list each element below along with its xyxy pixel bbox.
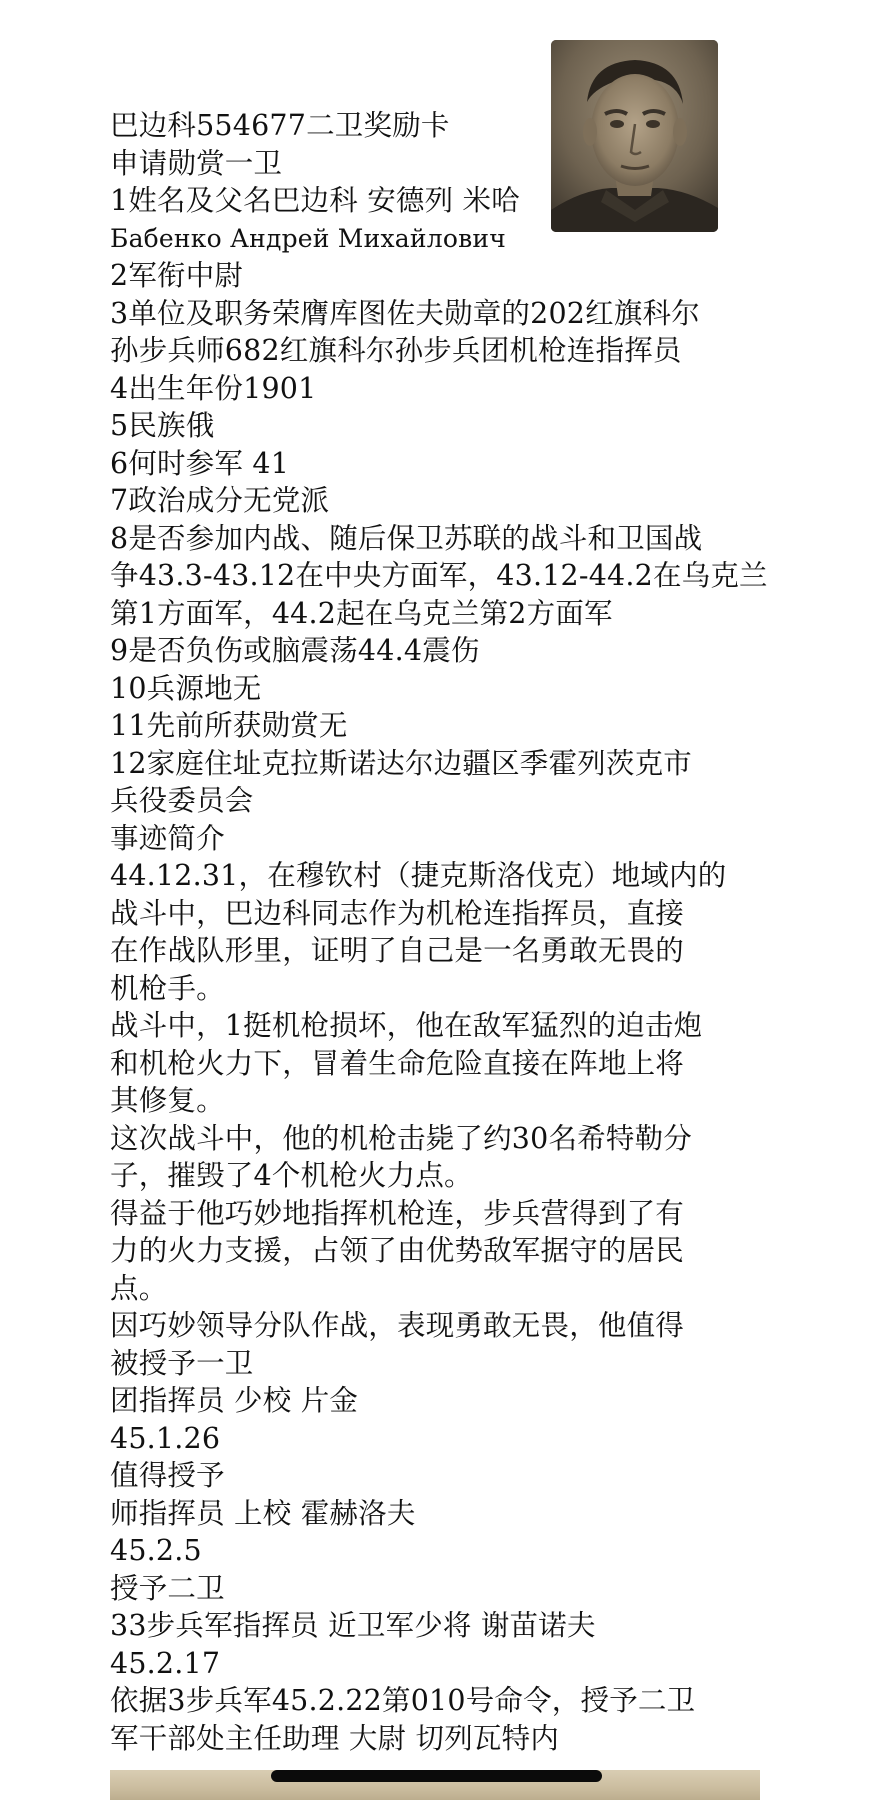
text-line-enlisted: 6何时参军 41 [110, 446, 290, 480]
text-line-order: 依据3步兵军45.2.22第010号命令，授予二卫 [110, 1684, 696, 1717]
text-line-unit-cont: 孙步兵师682红旗科尔孙步兵团机枪连指挥员 [110, 334, 682, 367]
text-line-rank: 2军衔中尉 [110, 259, 244, 292]
text-line-worthy: 值得授予 [110, 1459, 225, 1492]
text-line-date-2: 45.2.5 [110, 1534, 202, 1567]
document-text [110, 107, 770, 1757]
text-line-summary-1: 44.12.31，在穆钦村（捷克斯洛伐克）地域内的 [110, 859, 727, 892]
text-line-name: 1姓名及父名巴边科 安德列 米哈 [110, 184, 520, 217]
text-line-date-3: 45.2.17 [110, 1646, 221, 1680]
text-line-summary-6: 和机枪火力下，冒着生命危险直接在阵地上将 [110, 1046, 685, 1080]
text-line-summary-13: 因巧妙领导分队作战，表现勇敢无畏，他值得 [110, 1309, 685, 1342]
text-line-signatory: 军干部处主任助理 大尉 切列瓦特内 [110, 1721, 560, 1755]
text-line-summary-4: 机枪手。 [110, 971, 225, 1005]
text-line-unit: 3单位及职务荣膺库图佐夫勋章的202红旗科尔 [110, 296, 700, 330]
text-line-corps-commander: 33步兵军指挥员 近卫军少将 谢苗诺夫 [110, 1609, 596, 1642]
text-line-name-russian: Бабенко Андрей Михайлович [110, 223, 506, 253]
text-line-address: 12家庭住址克拉斯诺达尔边疆区季霍列茨克市 [110, 746, 692, 780]
text-line-origin: 10兵源地无 [110, 671, 262, 705]
text-line-summary-2: 战斗中，巴边科同志作为机枪连指挥员，直接 [110, 896, 685, 930]
text-line-summary-14: 被授予一卫 [110, 1346, 254, 1380]
text-line-request: 申请勋赏一卫 [110, 146, 283, 180]
text-line-summary-5: 战斗中，1挺机枪损坏，他在敌军猛烈的迫击炮 [110, 1009, 703, 1042]
text-line-summary-9: 子，摧毁了4个机枪火力点。 [110, 1159, 473, 1192]
text-line-birth-year: 4出生年份1901 [110, 371, 317, 405]
text-line-service-cont-1: 争43.3-43.12在中央方面军，43.12-44.2在乌克兰 [110, 559, 768, 592]
home-indicator[interactable] [271, 1770, 602, 1782]
text-line-summary-3: 在作战队形里，证明了自己是一名勇敢无畏的 [110, 934, 685, 967]
text-line-date-1: 45.1.26 [110, 1421, 221, 1455]
text-line-summary-12: 点。 [110, 1271, 168, 1305]
text-line-summary-heading: 事迹简介 [110, 821, 225, 855]
text-line-summary-11: 力的火力支援，占领了由优势敌军据守的居民 [110, 1234, 685, 1267]
text-line-summary-10: 得益于他巧妙地指挥机枪连，步兵营得到了有 [110, 1196, 685, 1230]
text-line-award-grant: 授予二卫 [110, 1571, 225, 1605]
text-line-nationality: 5民族俄 [110, 409, 215, 442]
text-line-summary-7: 其修复。 [110, 1084, 225, 1117]
text-line-address-cont: 兵役委员会 [110, 784, 254, 817]
text-line-service-cont-2: 第1方面军，44.2起在乌克兰第2方面军 [110, 596, 613, 630]
text-line-title: 巴边科554677二卫奖励卡 [110, 109, 450, 142]
text-line-wounds: 9是否负伤或脑震荡44.4震伤 [110, 634, 480, 667]
text-line-service: 8是否参加内战、随后保卫苏联的战斗和卫国战 [110, 521, 703, 555]
text-line-prior-awards: 11先前所获勋赏无 [110, 709, 348, 742]
text-line-party: 7政治成分无党派 [110, 484, 330, 517]
text-line-division-commander: 师指挥员 上校 霍赫洛夫 [110, 1496, 416, 1530]
text-line-summary-8: 这次战斗中，他的机枪击毙了约30名希特勒分 [110, 1121, 692, 1155]
text-line-regiment-commander: 团指挥员 少校 片金 [110, 1384, 359, 1417]
